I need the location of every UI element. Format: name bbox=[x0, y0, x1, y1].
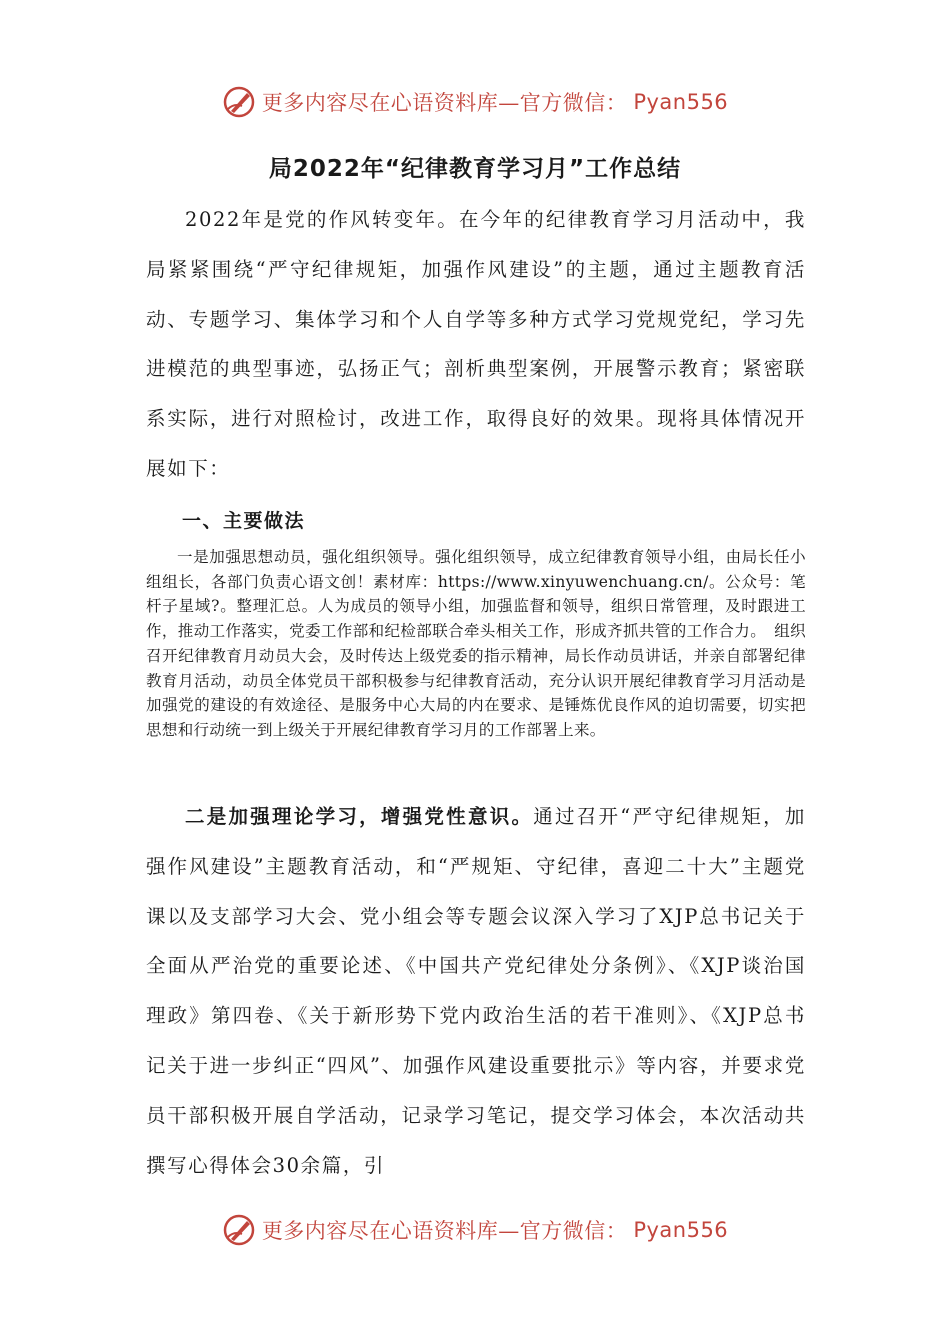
watermark-text: 更多内容尽在心语资料库—官方微信： bbox=[261, 1219, 628, 1243]
watermark-brand: Pyan556 bbox=[633, 1218, 729, 1242]
watermark-text: 更多内容尽在心语资料库—官方微信： bbox=[261, 91, 628, 115]
watermark-brand: Pyan556 bbox=[633, 90, 729, 114]
pen-logo-icon bbox=[222, 85, 256, 119]
document-title: 局2022年“纪律教育学习月”工作总结 bbox=[268, 156, 682, 182]
paragraph-lead: 二是加强理论学习，增强党性意识。 bbox=[185, 805, 534, 828]
section-heading: 一、主要做法 bbox=[182, 510, 306, 532]
paragraph-body: 通过召开“严守纪律规矩，加强作风建设”主题教育活动，和“严规矩、守纪律，喜迎二十大”主题党课以及支部学习大会、党小组会等专题会议深入学习了XJP总书记关于全面从严治党的重要论述、《中国共产党纪律处分条例》、《XJP谈治国理政》第四卷、《关于新形势下党内政治生活的若干准则》、《XJP总书记关于进一步纠正“四风”、加强作风建设重要批示》等内容，并要求党员干部积极开展自学活动，记录学习笔记，提交学习体会，本次活动共撰写心得体会30余篇，引 bbox=[146, 805, 806, 1177]
intro-paragraph: 2022年是党的作风转变年。在今年的纪律教育学习月活动中，我局紧紧围绕“严守纪律规矩，加强作风建设”的主题，通过主题教育活动、专题学习、集体学习和个人自学等多种方式学习党规党纪，学习先进模范的典型事迹，弘扬正气；剖析典型案例，开展警示教育；紧密联系实际，进行对照检讨，改进工作，取得良好的效果。现将具体情况开展如下： bbox=[146, 208, 806, 480]
paragraph-organization: 一是加强思想动员，强化组织领导。强化组织领导，成立纪律教育领导小组，由局长任小组组长，各部门负责心语文创！素材库：https://www.xinyuwenchuang.cn/。公众号：笔杆子星域?。整理汇总。人为成员的领导小组，加强监督和领导，组织日常管理，及时跟进工作，推动工作落实，党委工作部和纪检部联合牵头相关工作，形成齐抓共管的工作合力。 组织召开纪律教育月动员大会，及时传达上级党委的指示精神，局长作动员讲话，并亲自部署纪律教育月活动，动员全体党员干部积极参与纪律教育活动，充分认识开展纪律教育学习月活动是加强党的建设的有效途径、是服务中心大局的内在要求、是锤炼优良作风的迫切需要，切实把思想和行动统一到上级关于开展纪律教育学习月的工作部署上来。 bbox=[146, 548, 806, 739]
watermark-header bbox=[0, 82, 950, 122]
paragraph-theory-study bbox=[146, 792, 806, 1190]
pen-logo-icon bbox=[222, 1213, 256, 1247]
watermark-footer bbox=[0, 1210, 950, 1250]
